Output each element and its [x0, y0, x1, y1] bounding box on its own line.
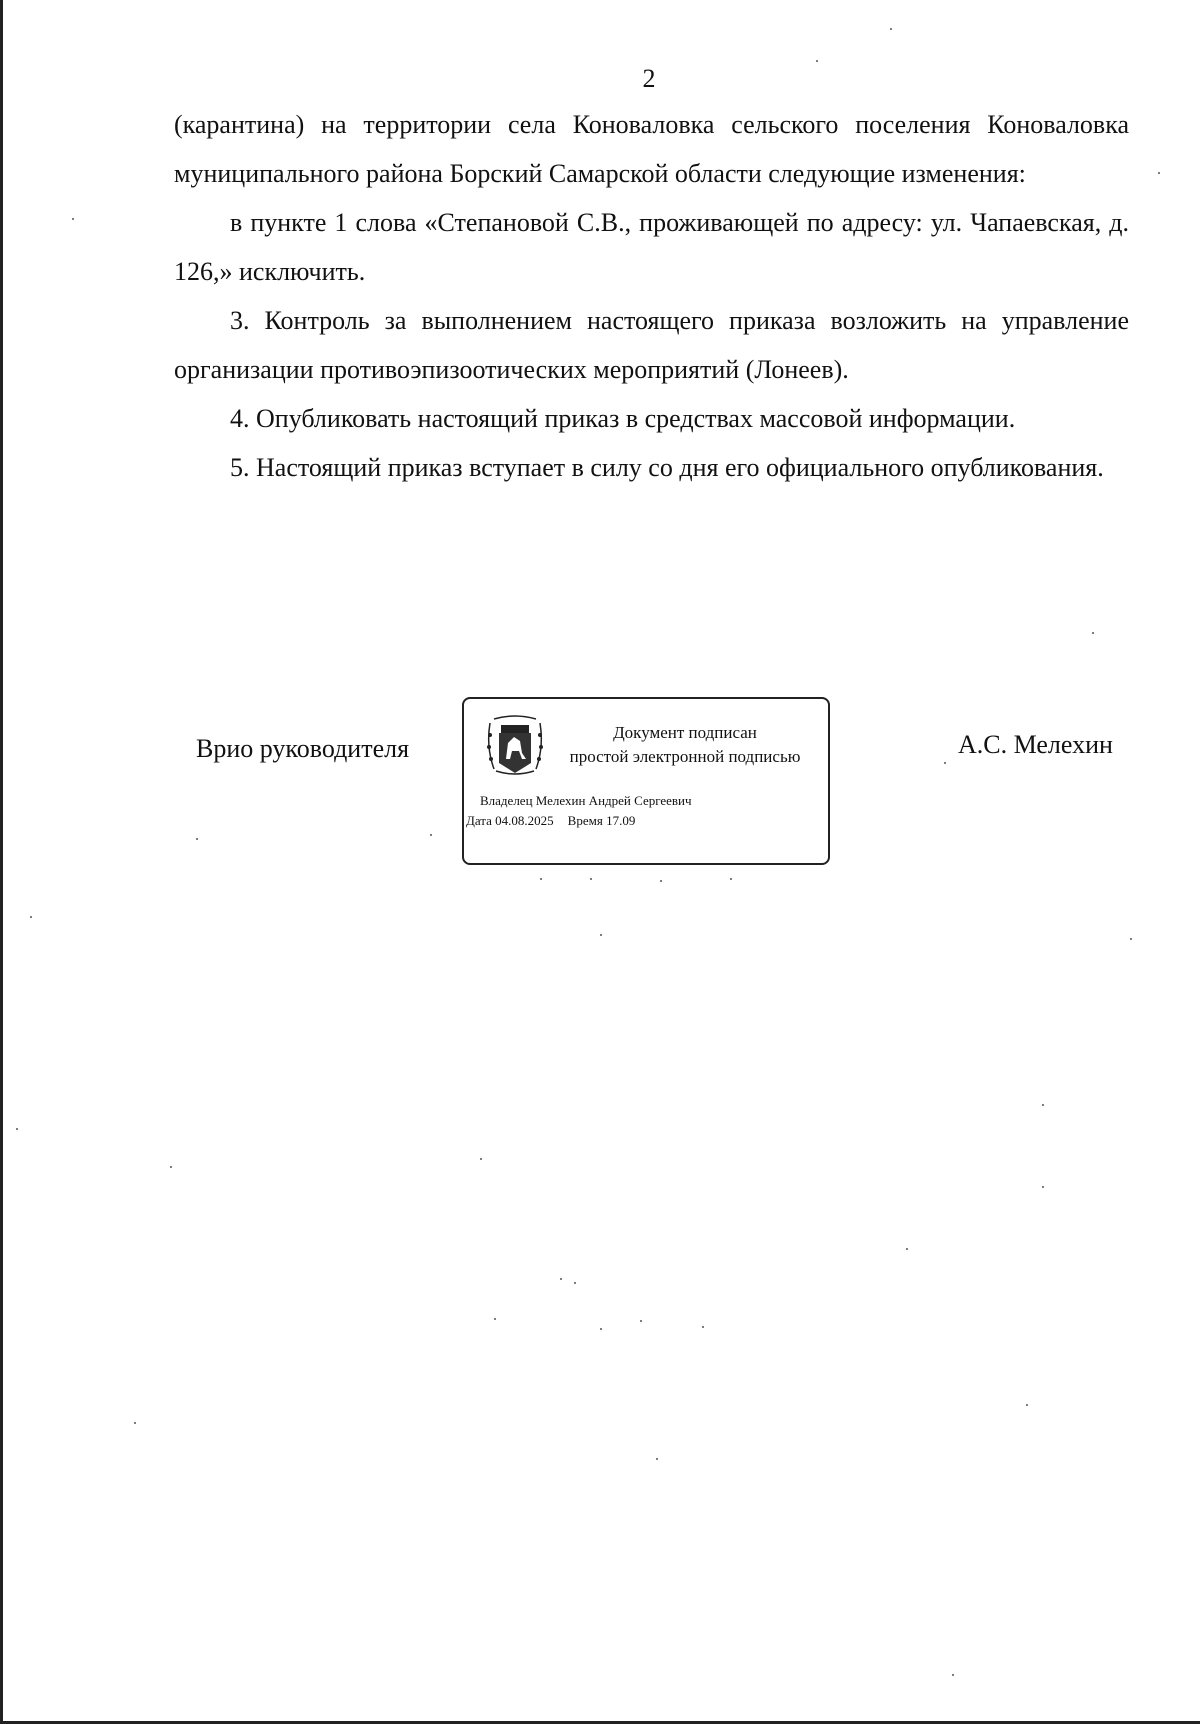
scan-speck [656, 1458, 658, 1460]
scan-speck [730, 878, 732, 880]
scan-speck [480, 1158, 482, 1160]
signatory-name: А.С. Мелехин [958, 730, 1113, 759]
paragraph-3: 3. Контроль за выполнением настоящего приказа возложить на управление организации противоэпизоотических мероприятий (Лонеев). [174, 306, 1129, 384]
stamp-title [550, 721, 820, 769]
scan-speck [196, 838, 198, 840]
scan-speck [1026, 1404, 1028, 1406]
scan-speck [30, 916, 32, 918]
scan-speck [702, 1326, 704, 1328]
stamp-owner: Владелец Мелехин Андрей Сергеевич [480, 793, 692, 808]
scan-speck [600, 1328, 602, 1330]
scan-speck [540, 878, 542, 880]
scan-speck [640, 1320, 642, 1322]
scan-edge-left [0, 0, 3, 1724]
scan-speck [660, 880, 662, 882]
stamp-title-line2: простой электронной подписью [569, 747, 801, 766]
stamp-time: Время 17.09 [567, 813, 636, 828]
scan-speck [430, 834, 432, 836]
paragraph-continuation: (карантина) на территории села Коноваловка сельского поселения Коноваловка муниципального района Борский Самарской области следующие изменения: [174, 110, 1129, 188]
scan-speck [1158, 172, 1160, 174]
signatory-position: Врио руководителя [196, 734, 410, 763]
page-number: 2 [642, 64, 656, 93]
scan-speck [906, 1248, 908, 1250]
scan-speck [1092, 632, 1094, 634]
scan-speck [134, 1422, 136, 1424]
scan-speck [170, 1166, 172, 1168]
stamp-title-line1: Документ подписан [613, 723, 757, 742]
paragraph-amendment: в пункте 1 слова «Степановой С.В., проживающей по адресу: ул. Чапаевская, д. 126,» исключить. [174, 208, 1129, 286]
scan-speck [952, 1674, 954, 1676]
scan-speck [1042, 1104, 1044, 1106]
stamp-date-time [466, 813, 649, 829]
scan-speck [494, 1318, 496, 1320]
scan-speck [16, 1128, 18, 1130]
scan-speck [1130, 938, 1132, 940]
scan-speck [72, 218, 74, 220]
scan-speck [574, 1282, 576, 1284]
paragraph-5: 5. Настоящий приказ вступает в силу со дня его официального опубликования. [230, 453, 1104, 482]
samara-coat-of-arms-icon [484, 713, 546, 779]
scan-speck [600, 934, 602, 936]
electronic-signature-stamp [462, 697, 830, 865]
paragraph-4: 4. Опубликовать настоящий приказ в средствах массовой информации. [230, 404, 1016, 433]
scan-speck [590, 878, 592, 880]
scan-speck [944, 762, 946, 764]
scan-speck [890, 28, 892, 30]
scan-speck [816, 60, 818, 62]
document-body [174, 100, 1129, 492]
scan-speck [1042, 1186, 1044, 1188]
stamp-date: Дата 04.08.2025 [466, 813, 554, 828]
scan-speck [560, 1278, 562, 1280]
